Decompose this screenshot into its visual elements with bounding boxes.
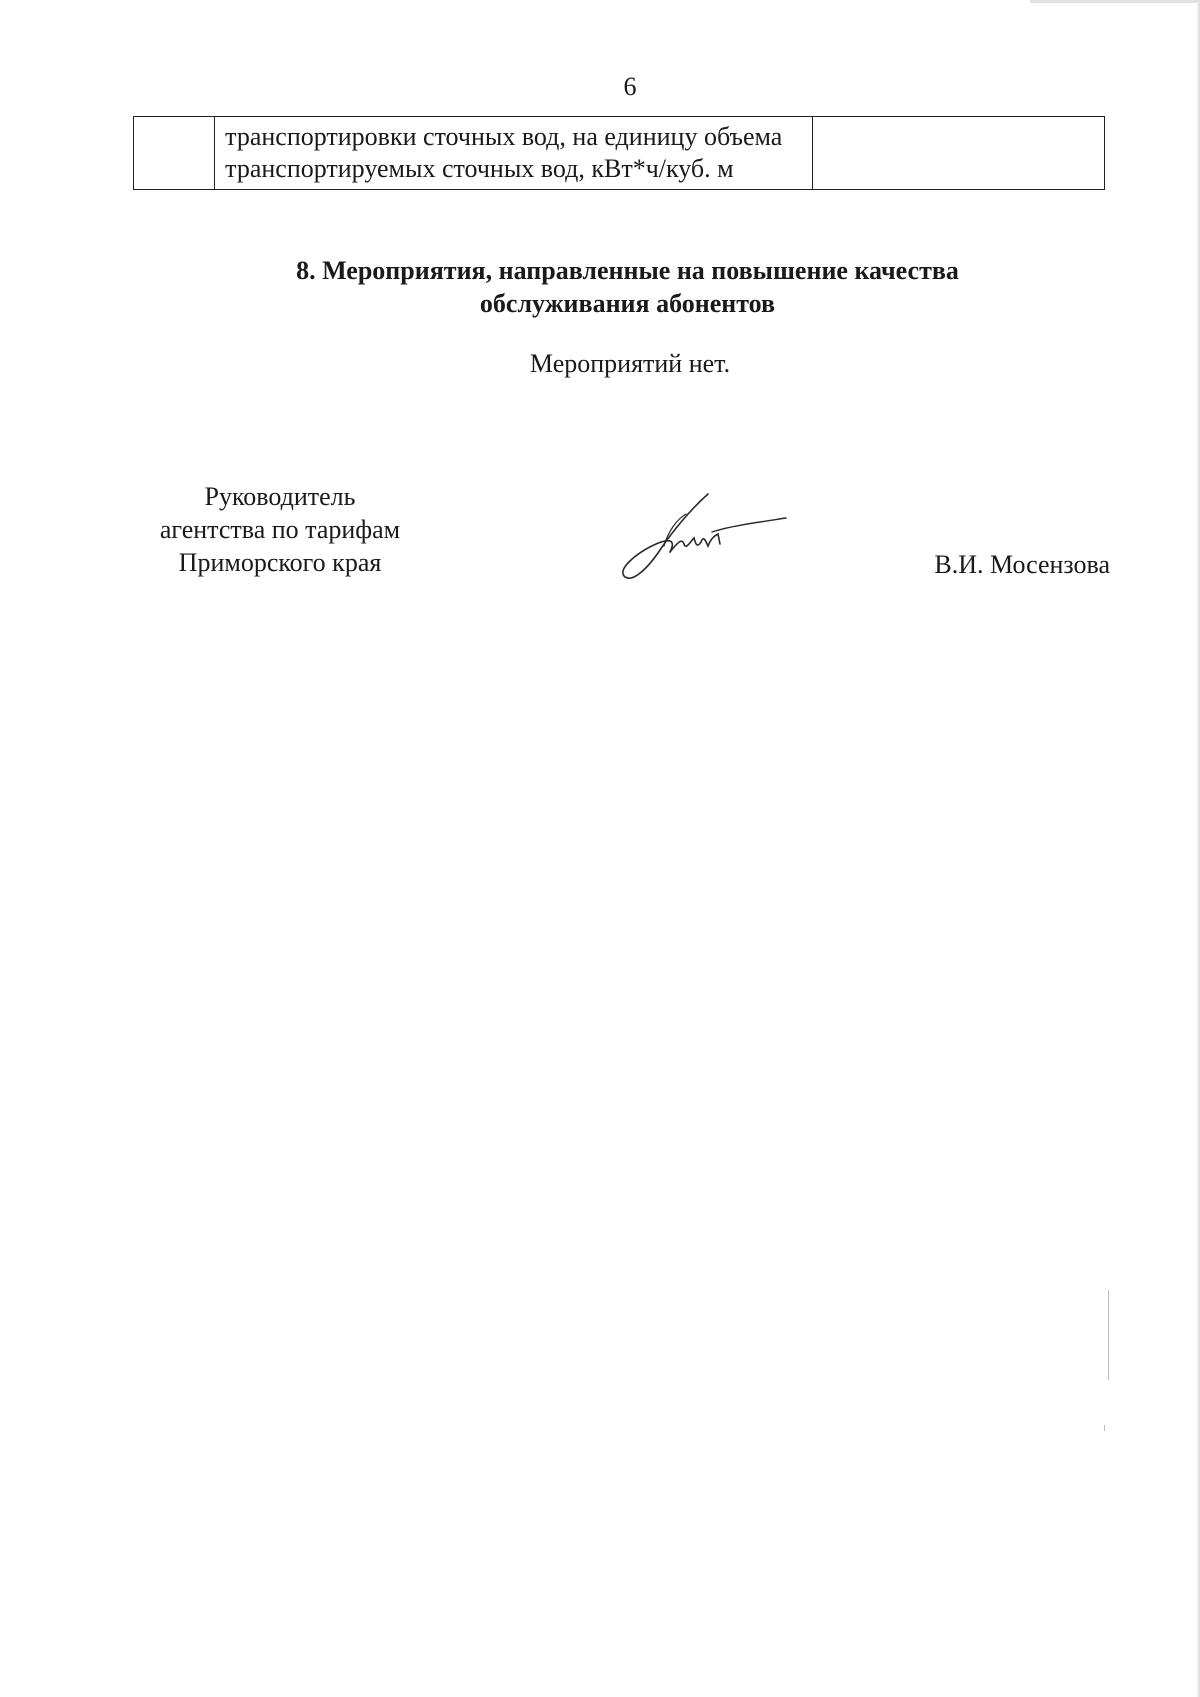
section-8-title-line-2: обслуживания абонентов: [479, 289, 776, 318]
signer-position-line-3: Приморского края: [178, 548, 382, 577]
section-8-title-line-1: 8. Мероприятия, направленные на повышение качества: [296, 256, 959, 285]
scan-artifact: [1108, 1290, 1109, 1380]
continuation-table: [133, 116, 1105, 190]
table-cell-indicator: транспортировки сточных вод, на единицу объема транспортируемых сточных вод, кВт*ч/куб. м: [215, 117, 813, 190]
table-cell-value: [813, 117, 1105, 190]
table-cell-number: [134, 117, 215, 190]
page-number: 6: [623, 72, 637, 101]
section-8-title: [160, 254, 1095, 320]
scan-artifact: [1104, 1425, 1105, 1431]
handwritten-signature-icon: [620, 492, 790, 582]
signer-position: [130, 480, 430, 579]
section-8-body: Мероприятий нет.: [529, 349, 731, 378]
signer-position-line-2: агентства по тарифам: [159, 515, 401, 544]
signer-name: В.И. Мосензова: [934, 550, 1110, 579]
signer-position-line-1: Руководитель: [204, 482, 356, 511]
scan-top-mark: [1030, 0, 1200, 3]
table-row: [134, 117, 1105, 190]
